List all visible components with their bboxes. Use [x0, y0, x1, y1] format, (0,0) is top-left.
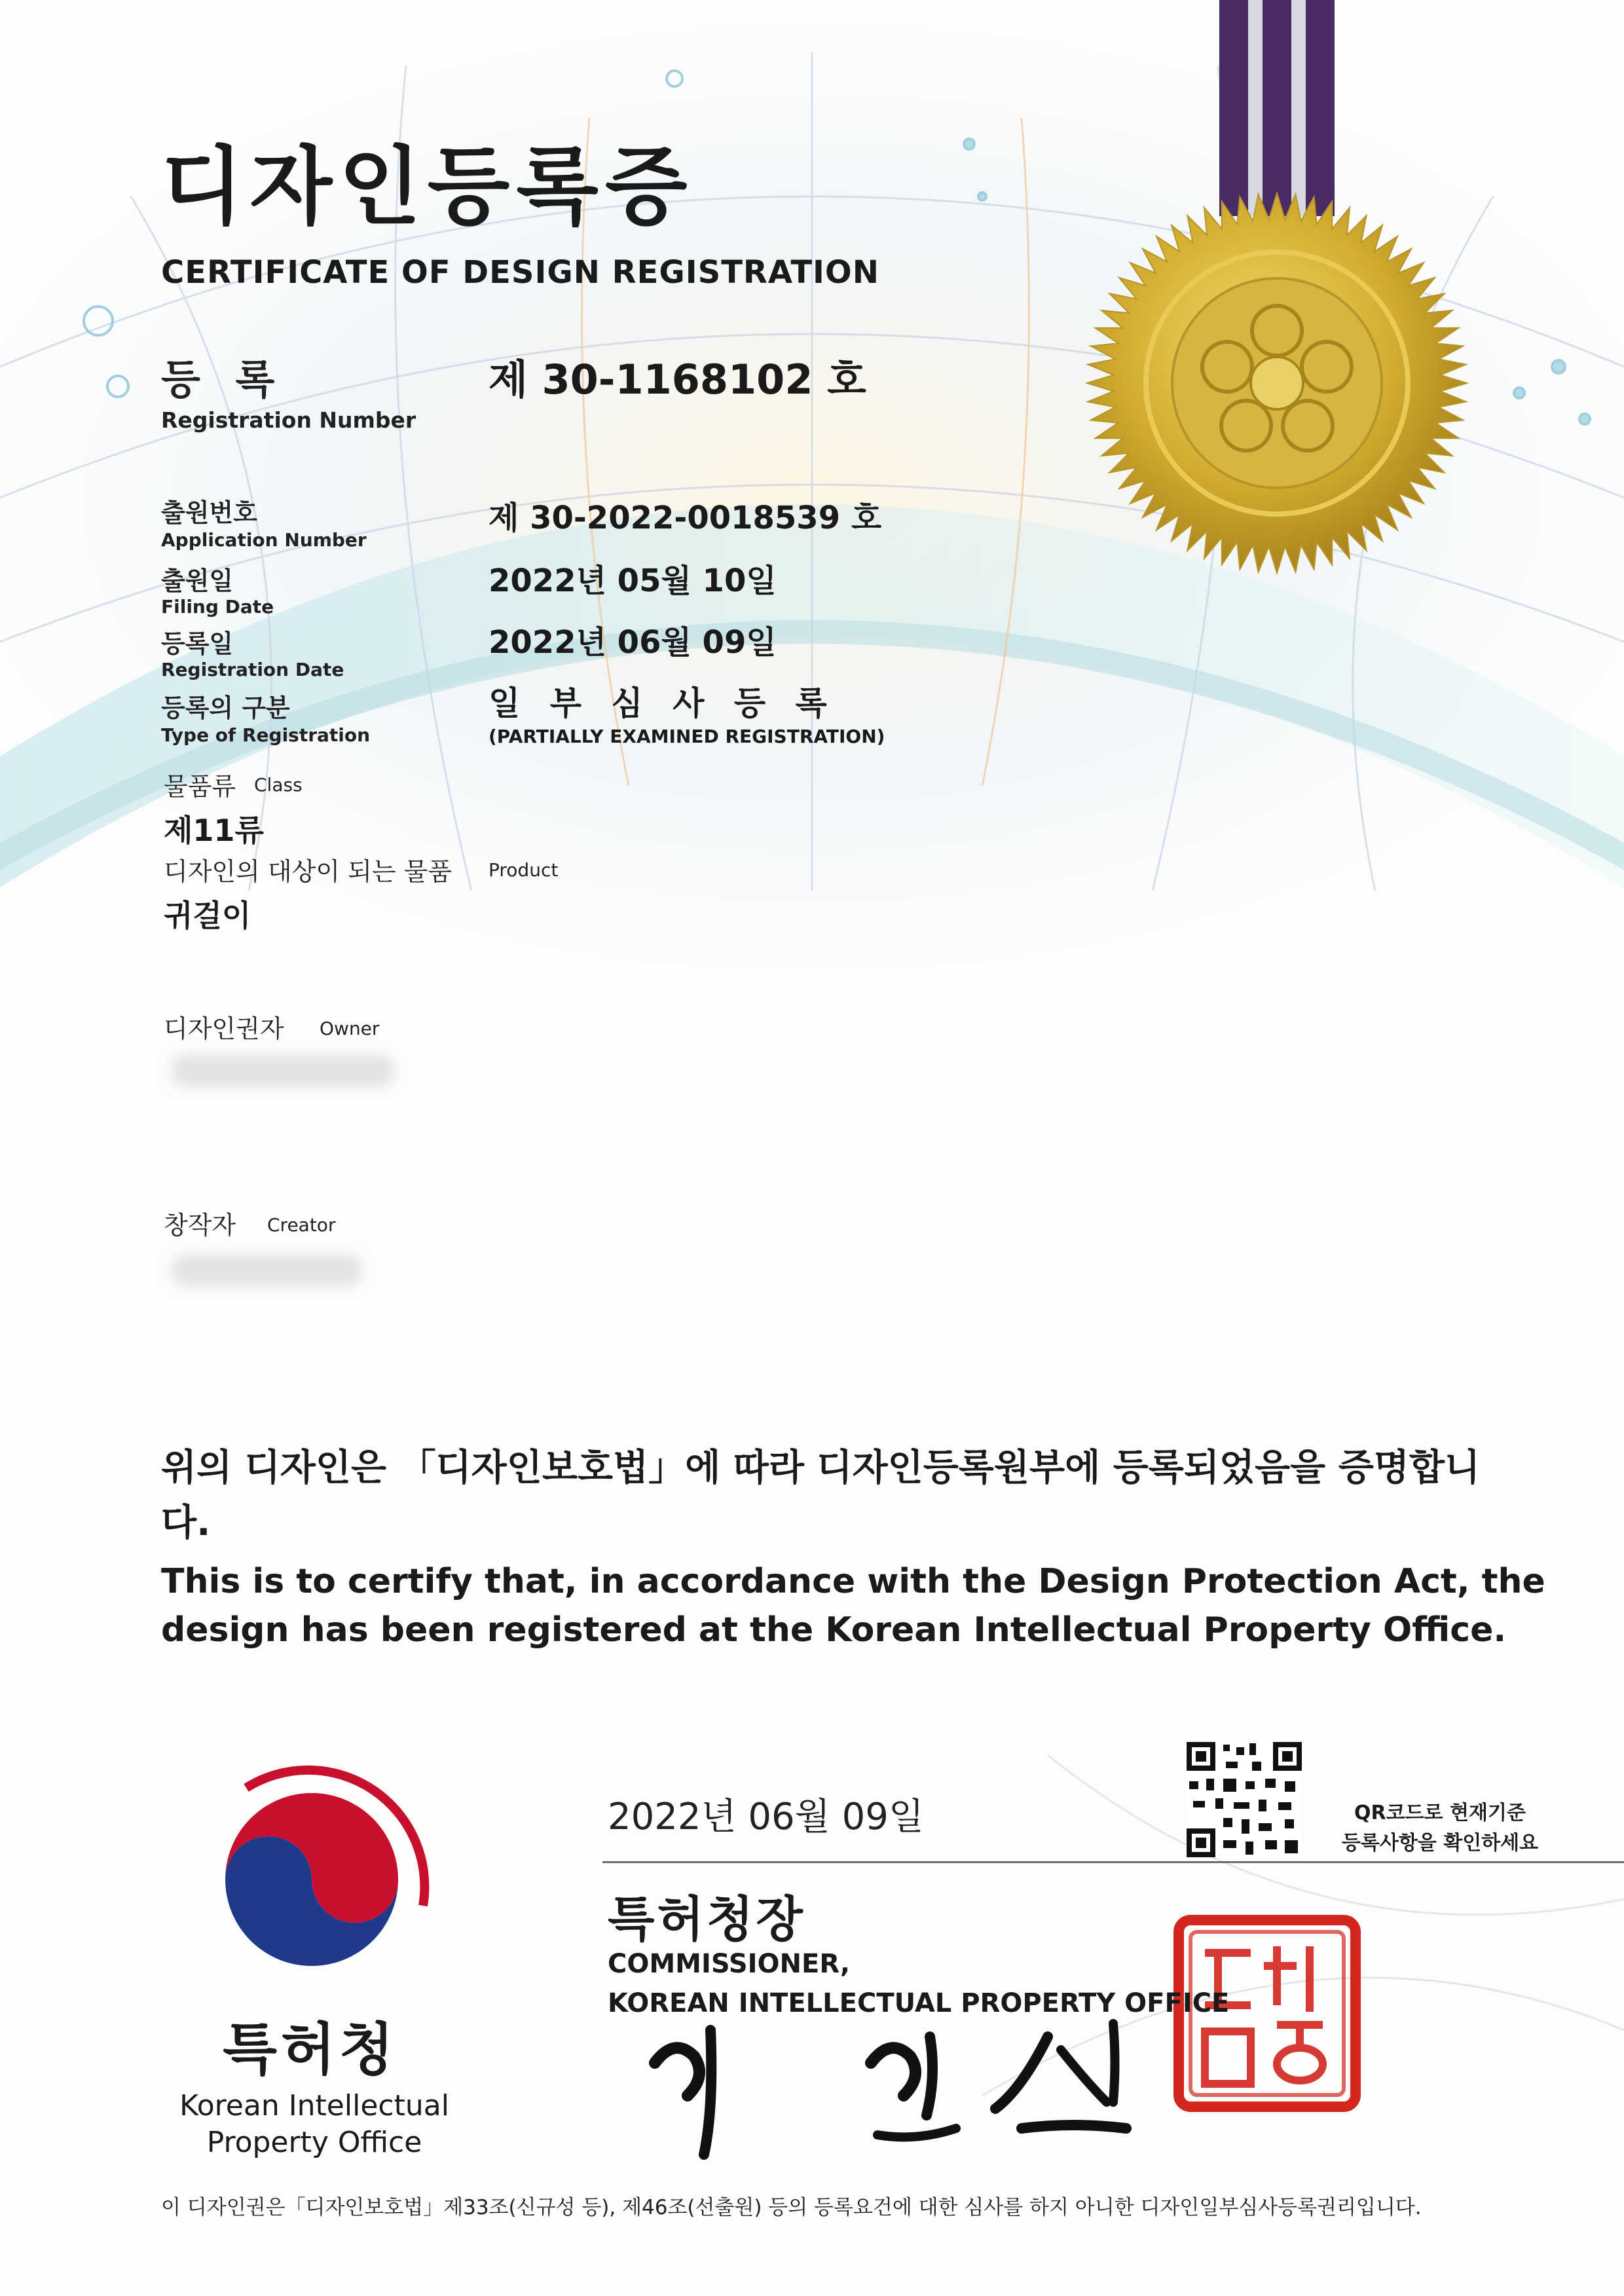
creator-value-redacted [172, 1255, 361, 1286]
registration-number-label-ko: 등 록 [161, 356, 286, 403]
certificate-title-english: CERTIFICATE OF DESIGN REGISTRATION [161, 254, 879, 291]
registration-date-label-en: Registration Date [161, 659, 344, 680]
owner-label-en: Owner [320, 1018, 380, 1039]
commissioner-title-en-2: KOREAN INTELLECTUAL PROPERTY OFFICE [608, 1988, 1230, 2018]
registration-number-value: 제 30-1168102 호 [489, 356, 866, 403]
registration-type-value-ko: 일 부 심 사 등 록 [489, 684, 836, 722]
registration-number-label-en: Registration Number [161, 407, 416, 433]
registration-date-label-ko: 등록일 [161, 629, 234, 658]
qr-note [1319, 1798, 1561, 1859]
divider-line [602, 1861, 1624, 1863]
certificate-title-korean: 디자인등록증 [161, 137, 694, 236]
qr-note-line2: 등록사항을 확인하세요 [1341, 1832, 1539, 1855]
commissioner-signature [648, 2017, 1159, 2161]
official-seal-stamp [1179, 1920, 1356, 2107]
product-label-ko: 디자인의 대상이 되는 물품 [164, 857, 452, 886]
product-label-en: Product [489, 859, 559, 881]
filing-date-label-ko: 출원일 [161, 566, 234, 595]
commissioner-title-en-1: COMMISSIONER, [608, 1949, 851, 1979]
certification-statement-ko: 위의 디자인은 「디자인보호법」에 따라 디자인등록원부에 등록되었음을 증명합니다. [161, 1447, 1481, 1544]
application-number-label-en: Application Number [161, 529, 367, 551]
class-value: 제11류 [164, 813, 264, 848]
filing-date-value: 2022년 05월 10일 [489, 563, 777, 599]
office-name-en-line1: Korean Intellectual [179, 2089, 449, 2122]
registration-date-value: 2022년 06월 09일 [489, 624, 777, 661]
qr-code[interactable] [1187, 1742, 1302, 1857]
office-name-ko: 특허청 [223, 2017, 398, 2083]
registration-type-value-en: (PARTIALLY EXAMINED REGISTRATION) [489, 726, 885, 747]
owner-value-redacted [172, 1054, 394, 1087]
issue-date: 2022년 06월 09일 [608, 1796, 924, 1838]
certification-statement-en: This is to certify that, in accordance with the Design Protection Act, the design has been registered at the Korean Intellectual Property Office. [161, 1562, 1545, 1650]
application-number-label-ko: 출원번호 [161, 498, 257, 527]
office-name-en [170, 2088, 458, 2161]
ribbon [1219, 0, 1335, 216]
kipo-logo [216, 1781, 413, 1978]
filing-date-label-en: Filing Date [161, 596, 274, 618]
office-name-en-line2: Property Office [206, 2126, 422, 2159]
footer-note: 이 디자인권은「디자인보호법」제33조(신규성 등), 제46조(선출원) 등의 등록요건에 대한 심사를 하지 아니한 디자인일부심사등록권리입니다. [161, 2196, 1422, 2219]
registration-type-label-ko: 등록의 구분 [161, 694, 290, 722]
creator-label-en: Creator [267, 1214, 336, 1236]
class-label-ko: 물품류 [164, 772, 236, 801]
qr-note-line1: QR코드로 현재기준 [1354, 1802, 1526, 1824]
registration-type-label-en: Type of Registration [161, 724, 371, 746]
application-number-value: 제 30-2022-0018539 호 [489, 500, 882, 536]
class-label-en: Class [254, 774, 303, 796]
owner-label-ko: 디자인권자 [164, 1014, 284, 1043]
commissioner-title-ko: 특허청장 [608, 1891, 805, 1948]
product-value: 귀걸이 [164, 898, 251, 933]
creator-label-ko: 창작자 [164, 1211, 236, 1240]
